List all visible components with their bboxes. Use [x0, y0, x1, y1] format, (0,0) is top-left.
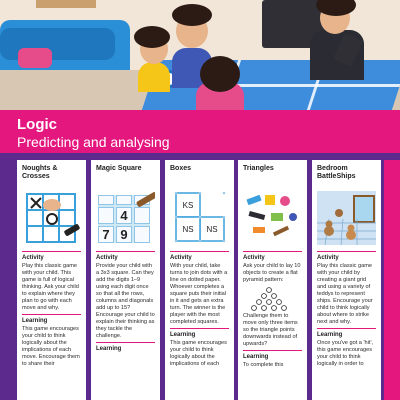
- bedroom-teddy-icon: [317, 191, 376, 245]
- child-3-hair: [200, 56, 240, 92]
- learning-text: Once you've got a 'hit', this game encourages your child to think logically in order to: [317, 340, 374, 367]
- card-title: Triangles: [243, 165, 274, 172]
- card-title: Noughts & Crosses: [22, 165, 58, 180]
- noughts-crosses-icon: [22, 191, 81, 245]
- ms-cell: 9: [116, 226, 132, 243]
- card-title: Bedroom BattleShips: [317, 165, 356, 180]
- activity-text: Play this classic game with your child by creating a giant grid and using a variety of teddys to represent ships. Encourage your child to think logically about where to strike next and why.: [317, 263, 373, 325]
- magic-square-icon: [96, 191, 155, 245]
- card-title: Boxes: [170, 165, 192, 172]
- challenge-text: Challenge them to move only three items so the triangle points downwards instead of upwards?: [243, 313, 298, 347]
- activity-text: Provide your child with a 3x3 square. Can they add the digits 1–9 using each digit once so that all the rows, columns and diagonals add up to 15? Encourage your child to explain their thinking as they tackle the challenge.: [96, 263, 155, 339]
- box-initial: NS: [206, 225, 218, 234]
- activity-text: With your child, take turns to join dots with a line on dotted paper. Whoever completes a square puts their initial in it and gets an extra turn. The winner is the player with the most completed squares.: [170, 263, 228, 325]
- learning-label: Learning: [243, 350, 302, 361]
- child-2-hair: [172, 4, 212, 26]
- learning-label: Learning: [170, 328, 229, 339]
- ms-cell: 4: [116, 207, 132, 224]
- boxes-icon: [170, 191, 229, 245]
- activity-label: Activity: [317, 251, 376, 262]
- shelf: [36, 0, 96, 8]
- card-bedroom-battleships: [312, 160, 381, 400]
- learning-text: To complete this: [243, 362, 284, 368]
- learning-text: This game encourages your child to think logically about the implications of each: [170, 340, 227, 367]
- learning-label: Learning: [96, 342, 155, 353]
- pyramid-diagram: [243, 286, 302, 312]
- child-1-body: [138, 62, 170, 92]
- card-title: Magic Square: [96, 165, 142, 172]
- side-accent-stripe: [384, 160, 400, 400]
- box-initial: KS: [182, 201, 194, 210]
- activity-label: Activity: [22, 251, 81, 262]
- ms-cell: 7: [98, 226, 114, 243]
- hero-illustration: [0, 0, 400, 110]
- card-boxes: [165, 160, 234, 400]
- topic-header: [0, 110, 400, 153]
- activity-label: Activity: [96, 251, 155, 262]
- learning-label: Learning: [317, 328, 376, 339]
- cushion: [18, 48, 52, 68]
- card-noughts-crosses: [17, 160, 86, 400]
- card-magic-square: [91, 160, 160, 400]
- topic-subtitle: Predicting and analysing: [17, 134, 170, 150]
- activity-text: Ask your child to lay 10 objects to create a flat pyramid pattern:: [243, 263, 301, 283]
- card-triangles: [238, 160, 307, 400]
- box-initial: NS: [182, 225, 194, 234]
- activity-text: Play this classic game with your child. This game is full of logical thinking. Ask your child to explain where they plan to go with each move and why.: [22, 263, 79, 311]
- learning-text: This game encourages your child to think logically about the implications of each move. Encourage them to share their: [22, 326, 80, 367]
- activity-label: Activity: [243, 251, 302, 262]
- activity-label: Activity: [170, 251, 229, 262]
- triangle-objects-icon: [243, 191, 302, 245]
- child-1-hair: [134, 26, 170, 48]
- topic-title: Logic: [17, 116, 57, 133]
- learning-label: Learning: [22, 314, 81, 325]
